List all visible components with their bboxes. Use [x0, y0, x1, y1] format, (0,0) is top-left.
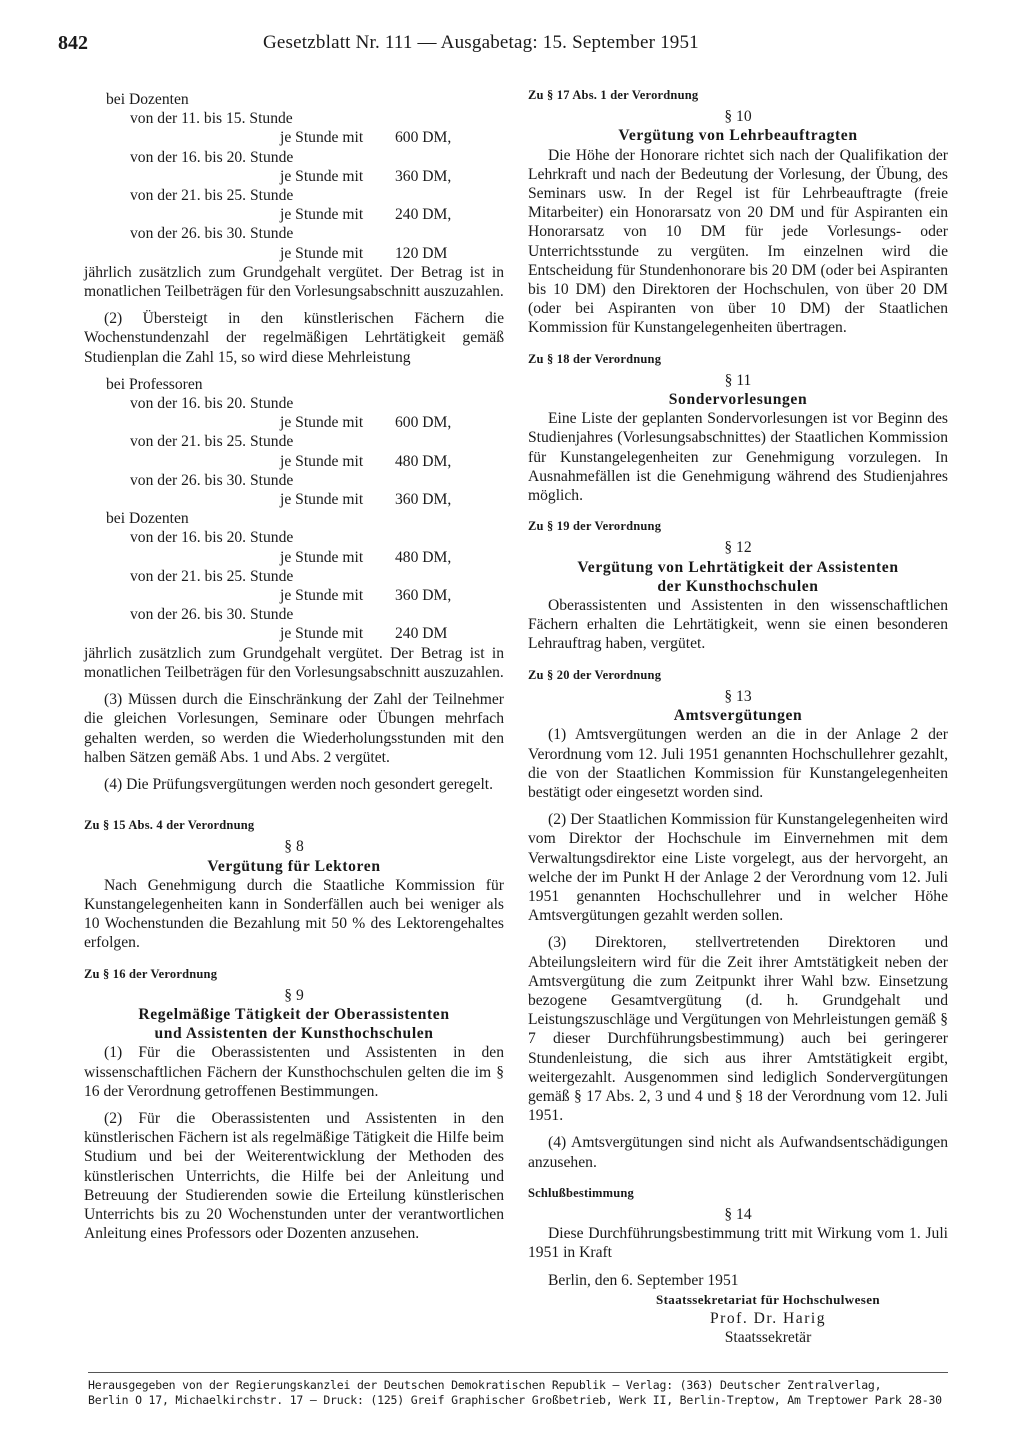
rate-table-dozenten-1	[130, 109, 504, 263]
paragraph: (2) Übersteigt in den künstlerischen Fächern die Wochenstundenzahl der regelmäßigen Lehrtätigkeit gemäß Studienplan die Zahl 15, so wird diese Mehrleistung	[84, 310, 504, 366]
rate-amount: 240 DM	[395, 625, 448, 643]
section-reference: Zu § 16 der Verordnung	[84, 966, 218, 981]
paragraph: (1) Amtsvergütungen werden an die in der Anlage 2 der Verordnung vom 12. Juli 1951 genannten Hochschullehrer gezahlt, die von der Staatlichen Kommission für Kunstangelegenheiten bestätigt oder eingesetzt worden sind.	[528, 726, 948, 801]
rate-unit: je Stunde mit	[280, 452, 364, 470]
left-column	[84, 90, 504, 1243]
paragraph: (2) Der Staatlichen Kommission für Kunstangelegenheiten wird vom Direktor der Hochschule im Einvernehmen mit dem Verwaltungsdirektor eine Liste vorgelegt, aus der hervorgeht, an welche der im Punkt H der Anlage 2 der Verordnung vom 12. Juli 1951 genannten Hochschullehrer und in welcher Höhe Amtsvergütungen gezahlt werden sollen.	[528, 811, 948, 925]
rate-unit: je Stunde mit	[280, 206, 364, 224]
rate-unit: je Stunde mit	[280, 414, 364, 432]
rate-amount: 360 DM,	[395, 491, 452, 509]
rate-unit: je Stunde mit	[280, 167, 364, 185]
section-number: § 8	[284, 838, 304, 856]
rate-amount: 360 DM,	[395, 167, 452, 185]
rate-amount: 600 DM,	[395, 129, 452, 147]
rate-range: von der 16. bis 20. Stunde	[130, 529, 294, 547]
rate-amount: 480 DM,	[395, 548, 452, 566]
rate-unit: je Stunde mit	[280, 625, 364, 643]
section-number: § 9	[284, 986, 304, 1004]
rate-unit: je Stunde mit	[280, 587, 364, 605]
rate-table-dozenten-2	[130, 528, 504, 643]
imprint-footer	[88, 1378, 948, 1408]
rate-amount: 360 DM,	[395, 587, 452, 605]
right-column	[528, 86, 948, 1347]
rate-range: von der 26. bis 30. Stunde	[130, 471, 294, 489]
section-title: Vergütung für Lektoren	[207, 857, 381, 875]
section-title: Vergütung von Lehrtätigkeit der Assistenten	[577, 558, 899, 576]
rate-unit: je Stunde mit	[280, 548, 364, 566]
section-reference: Zu § 20 der Verordnung	[528, 667, 662, 682]
section-reference: Schlußbestimmung	[528, 1185, 635, 1200]
rate-range: von der 21. bis 25. Stunde	[130, 433, 294, 451]
paragraph: Die Höhe der Honorare richtet sich nach der Qualifikation der Lehrkraft und nach der Bedeutung der Vorlesung, der Übung, des Seminars usw. In der Regel ist für Lehrbeauftragte (freie Mitarbeiter) ein Honorarsatz von 20 DM und für Aspiranten ein Honorarsatz von 10 DM für jede Vorlesungs- oder Unterrichtsstunde zu vergüten. Im einzelnen wird die Entscheidung für Stundenhonorare bis 20 DM (oder bei Aspiranten bis 10 DM) den Direktoren der Hochschulen, von über 20 DM (oder bei Aspiranten von über 10 DM) der Staatlichen Kommission für Kunstangelegenheiten übertragen.	[528, 146, 948, 337]
section-number: § 13	[724, 687, 752, 705]
paragraph: (1) Für die Oberassistenten und Assistenten in den wissenschaftlichen Fächern der Kunsthochschulen gelten die im § 16 der Verordnung getroffenen Bestimmungen.	[84, 1044, 504, 1100]
signature-block	[588, 1290, 948, 1348]
rate-amount: 240 DM,	[395, 206, 452, 224]
rate-range: von der 16. bis 20. Stunde	[130, 395, 294, 413]
rate-range: von der 21. bis 25. Stunde	[130, 187, 294, 205]
page-number: 842	[58, 32, 88, 54]
rate-table-professoren	[130, 394, 504, 509]
paragraph: Eine Liste der geplanten Sondervorlesungen ist vor Beginn des Studienjahres (Vorlesungsabschnittes) der Staatlichen Kommission für Kunstangelegenheiten zur Genehmigung vorzulegen. In Ausnahmefällen ist die Genehmigung während des Studienjahres möglich.	[528, 410, 948, 505]
section-title: Regelmäßige Tätigkeit der Oberassistenten	[138, 1005, 450, 1023]
section-reference: Zu § 15 Abs. 4 der Verordnung	[84, 818, 255, 833]
section-number: § 11	[724, 371, 752, 389]
section-reference: Zu § 17 Abs. 1 der Verordnung	[528, 88, 699, 102]
footer-divider	[88, 1372, 948, 1373]
signature-role: Staatssekretär	[724, 1329, 812, 1347]
place-date: Berlin, den 6. September 1951	[548, 1271, 739, 1289]
rate-amount: 480 DM,	[395, 452, 452, 470]
rate-range: von der 26. bis 30. Stunde	[130, 225, 294, 243]
signature-organization: Staatssekretariat für Hochschulwesen	[655, 1291, 881, 1307]
rate-unit: je Stunde mit	[280, 491, 364, 509]
rate-group-heading: bei Professoren	[106, 375, 203, 393]
paragraph: jährlich zusätzlich zum Grundgehalt vergütet. Der Betrag ist in monatlichen Teilbeträgen für den Vorlesungsabschnitt auszuzahlen.	[84, 263, 504, 301]
section-title: Sondervorlesungen	[668, 391, 808, 409]
imprint-line: Herausgegeben von der Regierungskanzlei der Deutschen Demokratischen Republik — Verlag: (363) Deutscher Zentralverlag,	[88, 1378, 882, 1392]
rate-group-heading: bei Dozenten	[106, 91, 189, 108]
signature-name: Prof. Dr. Harig	[709, 1309, 827, 1327]
section-number: § 12	[724, 539, 752, 557]
rate-unit: je Stunde mit	[280, 129, 364, 147]
rate-group-heading: bei Dozenten	[106, 510, 189, 528]
section-reference: Zu § 18 der Verordnung	[528, 351, 662, 366]
rate-range: von der 21. bis 25. Stunde	[130, 567, 294, 585]
section-reference: Zu § 19 der Verordnung	[528, 519, 662, 534]
paragraph: (2) Für die Oberassistenten und Assistenten in den künstlerischen Fächern ist als regelmäßige Tätigkeit die Hilfe beim Studium und bei der Weiterentwicklung der Methoden des künstlerischen Unterrichts, die Hilfe bei der Anleitung und Betreuung der Studierenden sowie die Erteilung künstlerischen Unterrichts bis zu 20 Wochenstunden unter der verantwortlichen Anleitung eines Professors oder Dozenten anzusehen.	[84, 1109, 504, 1243]
gazette-title: Gesetzblatt Nr. 111 — Ausgabetag: 15. September 1951	[263, 32, 699, 53]
section-title: Amtsvergütungen	[673, 707, 803, 725]
paragraph: Oberassistenten und Assistenten in den wissenschaftlichen Fächern erhalten die Lehrtätigkeit, wenn sie einen besonderen Lehrauftrag haben, vergütet.	[528, 597, 948, 653]
rate-amount: 120 DM	[395, 244, 448, 262]
page-header	[58, 32, 958, 62]
paragraph: (4) Die Prüfungsvergütungen werden noch gesondert geregelt.	[104, 775, 494, 793]
section-title: und Assistenten der Kunsthochschulen	[154, 1025, 434, 1043]
section-title: der Kunsthochschulen	[657, 577, 819, 595]
paragraph: (3) Müssen durch die Einschränkung der Zahl der Teilnehmer die gleichen Vorlesungen, Seminare oder Übungen mehrfach gehalten werden, so werden die Wiederholungsstunden mit den halben Sätzen gemäß Abs. 1 und Abs. 2 vergütet.	[84, 691, 504, 766]
section-title: Vergütung von Lehrbeauftragten	[618, 127, 858, 145]
section-number: § 14	[724, 1205, 752, 1223]
paragraph: Nach Genehmigung durch die Staatliche Kommission für Kunstangelegenheiten kann in Sonderfällen auch bei weniger als 10 Wochenstunden die Bezahlung mit 50 % des Lektorengehaltes erfolgen.	[84, 876, 504, 952]
imprint-line: Berlin O 17, Michaelkirchstr. 17 — Druck: (125) Greif Graphischer Großbetrieb, Werk II, Berlin-Treptow, Am Treptower Park 28-30	[88, 1393, 942, 1407]
section-number: § 10	[724, 108, 752, 126]
rate-amount: 600 DM,	[395, 414, 452, 432]
rate-range: von der 16. bis 20. Stunde	[130, 148, 294, 166]
paragraph: (3) Direktoren, stellvertretenden Direktoren und Abteilungsleitern wird für die Zeit ihrer Amtstätigkeit neben der Amtsvergütung die zum Zeitpunkt ihrer Wahl bzw. Einsetzung bezogene Gesamtvergütung (d. h. Grundgehalt und Leistungszuschläge und Vergütungen von Mehrleistungen gemäß § 7 dieser Durchführungsbestimmung) auch bei geringerer Stundenleistung, die sich aus ihrer Amtstätigkeit ergibt, weitergezahlt. Ausgenommen sind lediglich Sondervergütungen gemäß § 17 Abs. 2, 3 und 4 und § 18 der Verordnung vom 12. Juli 1951.	[528, 934, 948, 1125]
paragraph: (4) Amtsvergütungen sind nicht als Aufwandsentschädigungen anzusehen.	[528, 1134, 948, 1171]
paragraph: jährlich zusätzlich zum Grundgehalt vergütet. Der Betrag ist in monatlichen Teilbeträgen für den Vorlesungsabschnitt auszuzahlen.	[84, 644, 504, 681]
paragraph: Diese Durchführungsbestimmung tritt mit Wirkung vom 1. Juli 1951 in Kraft	[528, 1225, 948, 1262]
rate-range: von der 26. bis 30. Stunde	[130, 606, 294, 624]
rate-unit: je Stunde mit	[280, 244, 364, 262]
rate-range: von der 11. bis 15. Stunde	[130, 110, 293, 128]
